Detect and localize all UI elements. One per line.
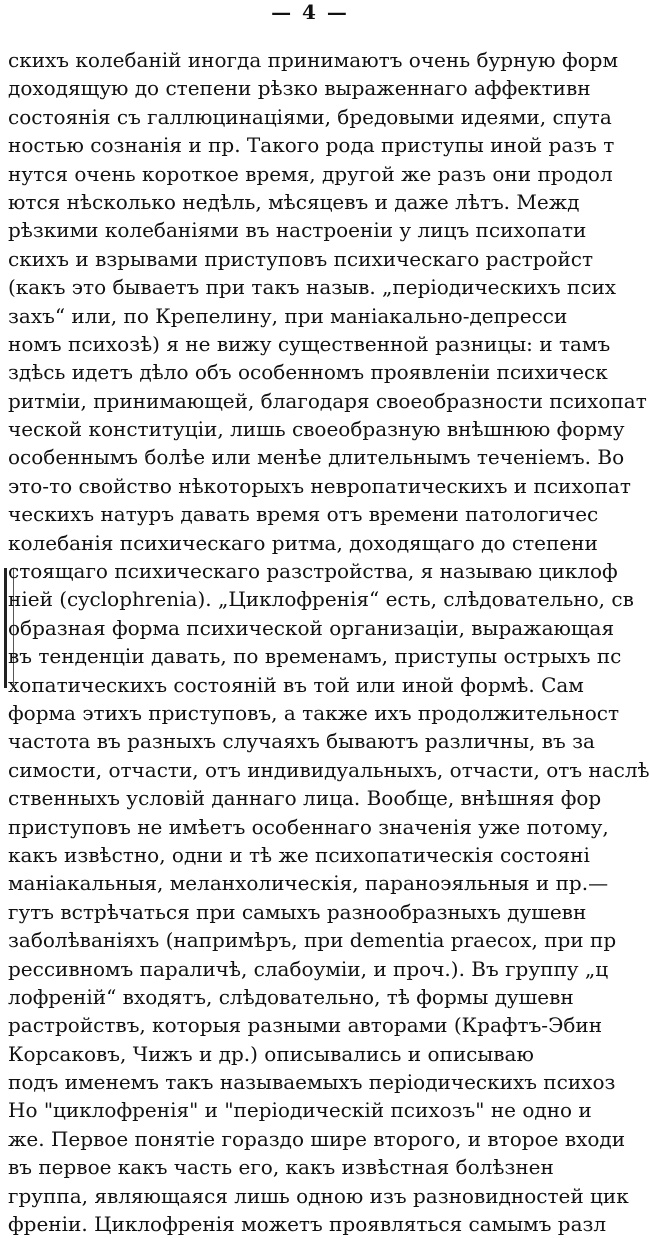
text-line: маніакальныя, меланхолическія, параноэяльныя и пр.— (8, 871, 609, 896)
text-line: нутся очень короткое время, другой же разъ они продол (8, 161, 613, 186)
text-line: ческихъ натуръ давать время отъ времени патологичес (8, 502, 599, 527)
text-line: захъ“ или, по Крепелину, при маніакально-депресси (8, 303, 568, 328)
page-number: — 4 — (271, 0, 349, 24)
text-line: скихъ колебаній иногда принимаютъ очень бурную форм (8, 48, 618, 72)
text-line: заболѣваніяхъ (напримѣръ, при dementia praecox, при пр (8, 928, 617, 953)
text-line: ностью сознанія и пр. Такого рода приступы иной разъ т (8, 133, 615, 158)
text-line: рѣзкими колебаніями въ настроеніи у лицъ психопати (8, 218, 587, 243)
text-line: скихъ и взрывами приступовъ психическаго растройст (8, 246, 594, 271)
text-line: образная форма психической организаціи, выражающая (8, 615, 615, 640)
text-line: ніей (cyclophrenia). „Циклофренія“ есть, слѣдовательно, св (8, 587, 634, 612)
text-line: какъ извѣстно, одни и тѣ же психопатическія состояні (8, 842, 590, 867)
text-line: ческой конституціи, лишь своеобразную внѣшнюю форму (8, 417, 625, 442)
text-line: же. Первое понятіе гораздо шире второго, и второе входи (8, 1126, 626, 1151)
text-line: доходящую до степени рѣзко выраженнаго аффективн (8, 76, 591, 101)
text-line: ются нѣсколько недѣль, мѣсяцевъ и даже лѣтъ. Межд (8, 189, 580, 214)
text-line: группа, являющаяся лишь одною изъ разновидностей цик (8, 1183, 629, 1208)
text-line: частота въ разныхъ случаяхъ бываютъ различны, въ за (8, 729, 595, 754)
text-line: приступовъ не имѣетъ особеннаго значенія уже потому, (8, 814, 609, 839)
text-line: особеннымъ болѣе или менѣе длительнымъ теченіемъ. Во (8, 445, 625, 470)
text-line: это-то свойство нѣкоторыхъ невропатическихъ и психопат (8, 473, 631, 498)
text-line: въ первое какъ часть его, какъ извѣстная болѣзнен (8, 1155, 554, 1180)
text-line: Но "циклофренія" и "періодическій психозъ" не одно и (8, 1098, 592, 1123)
text-line: въ тенденціи давать, по временамъ, приступы острыхъ пс (8, 644, 622, 669)
text-line: здѣсь идетъ дѣло объ особенномъ проявленіи психическ (8, 360, 608, 385)
text-line: подъ именемъ такъ называемыхъ періодическихъ психоз (8, 1070, 616, 1095)
text-line: форма этихъ приступовъ, а также ихъ продолжительност (8, 700, 620, 725)
text-line: состоянія съ галлюцинаціями, бредовыми идеями, спута (8, 104, 612, 129)
text-line: хопатическихъ состояній въ той или иной формѣ. Сам (8, 672, 584, 697)
body-text (8, 46, 648, 1238)
text-line: номъ психозѣ) я не вижу существенной разницы: и тамъ (8, 331, 611, 356)
text-line: (какъ это бываетъ при такъ назыв. „періодическихъ псих (8, 275, 617, 300)
text-line: френіи. Циклофренія можетъ проявляться самымъ разл (8, 1212, 607, 1237)
text-line: стоящаго психическаго разстройства, я называю циклоф (8, 559, 618, 584)
text-line: колебанія психическаго ритма, доходящаго до степени (8, 530, 598, 555)
text-line: ственныхъ условій даннаго лица. Вообще, внѣшняя фор (8, 786, 602, 811)
text-line: симости, отчасти, отъ индивидуальныхъ, отчасти, отъ наслѣ (8, 757, 650, 782)
text-line: ритміи, принимающей, благодаря своеобразности психопат (8, 388, 647, 413)
text-line: Корсаковъ, Чижъ и др.) описывались и описываю (8, 1041, 534, 1066)
text-line: растройствъ, которыя разными авторами (Крафтъ-Эбин (8, 1013, 603, 1038)
text-line: рессивномъ параличѣ, слабоуміи, и проч.). Въ группу „ц (8, 956, 609, 981)
text-line: лофреній“ входятъ, слѣдовательно, тѣ формы душевн (8, 984, 574, 1009)
text-line: гутъ встрѣчаться при самыхъ разнообразныхъ душевн (8, 899, 587, 924)
